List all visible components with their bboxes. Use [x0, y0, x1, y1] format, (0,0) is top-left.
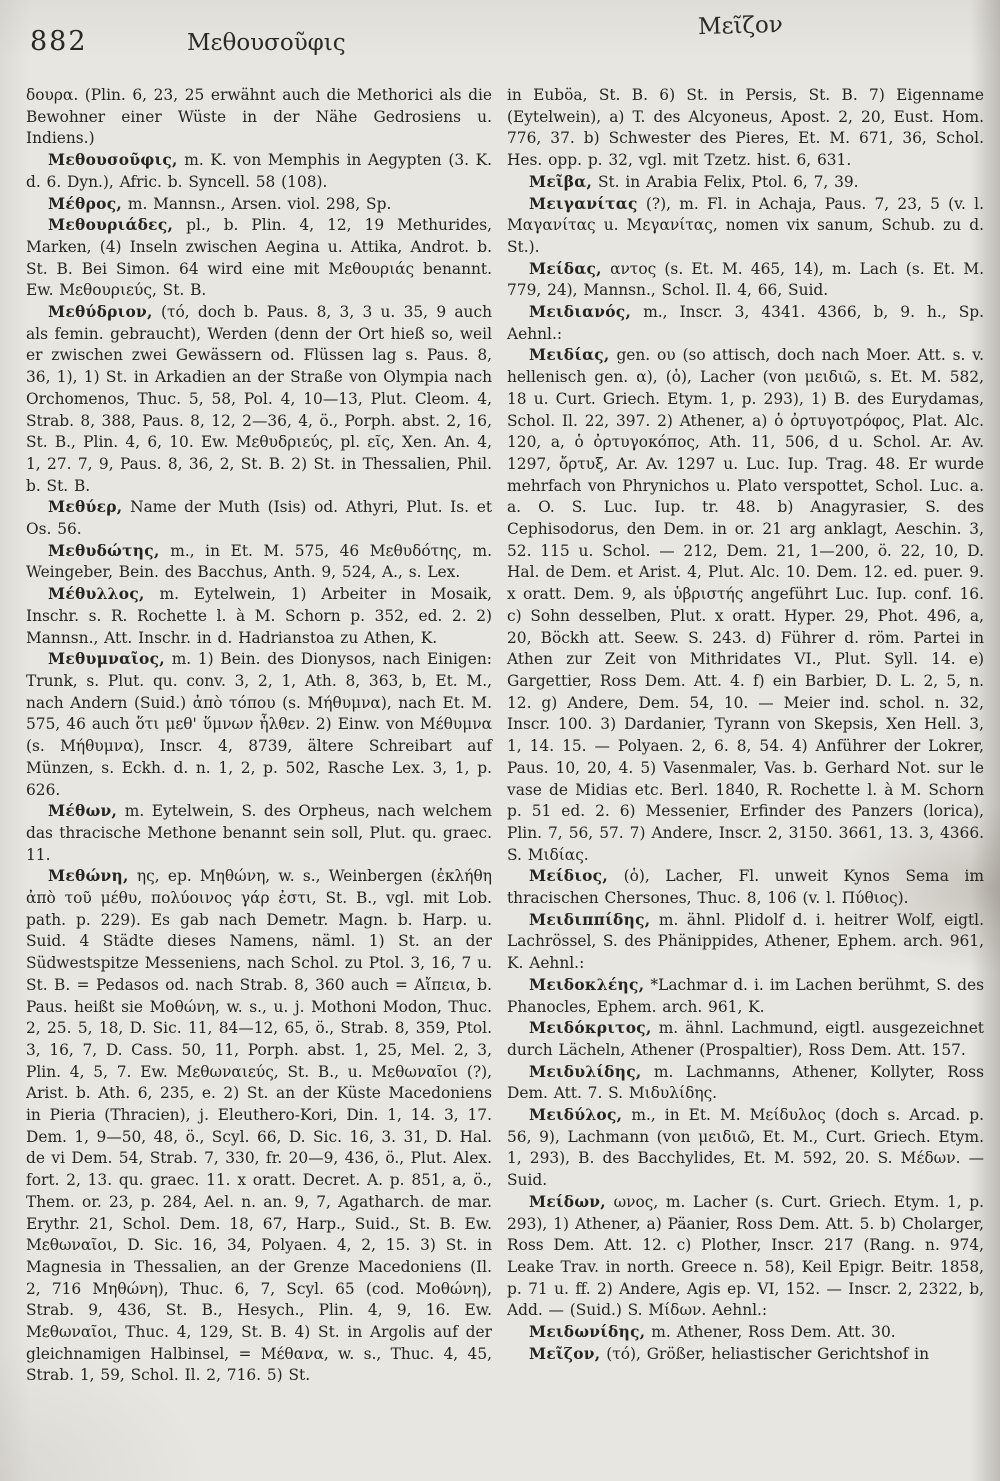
headword: Μεθώνη,: [48, 867, 129, 886]
dictionary-entry: [507, 1062, 984, 1105]
left-column: [26, 85, 492, 1471]
entry-text: m., Inscr. 3, 4341. 4366, b, 9. h., Sp. Aehnl.:: [507, 303, 984, 343]
dictionary-entry: [507, 302, 984, 345]
entry-text: m. Athener, Ross Dem. Att. 30.: [651, 1323, 896, 1342]
headword: Μεθουσοῦφις,: [48, 151, 178, 170]
entry-text: δουρα. (Plin. 6, 23, 25 erwähnt auch die Methorici als die Bewohner einer Wüste in der Nähe Gedrosiens u. Indiens.): [26, 86, 492, 148]
dictionary-entry: [26, 649, 492, 801]
dictionary-entry: [26, 866, 492, 1387]
entry-text: m. ähnl. Lachmund, eigtl. ausgezeichnet durch Lächeln, Athener (Prospaltier), Ross Dem. Att. 157.: [507, 1019, 984, 1059]
dictionary-entry: [507, 1344, 984, 1366]
dictionary-entry: [507, 1192, 984, 1322]
headword: Μειδωνίδης,: [529, 1323, 646, 1342]
entry-text: *Lachmar d. i. im Lachen berühmt, S. des Phanocles, Ephem. arch. 961, K.: [507, 975, 984, 1016]
dictionary-entry: [26, 541, 492, 584]
entry-text: m. Mannsn., Arsen. viol. 298, Sp.: [127, 194, 392, 213]
headword: Μεθυμναῖος,: [48, 650, 165, 669]
dictionary-entry: [26, 215, 492, 302]
running-title-left: Μεθουσοῦφις: [187, 30, 346, 56]
headword: Μειδόκριτος,: [529, 1019, 652, 1038]
headword: Μειδιανός,: [529, 303, 632, 322]
entry-text: m., in Et. M. 575, 46 Μεθυδότης, m. Weingeber, Bein. des Bacchus, Anth. 9, 524, A., s. Lex.: [26, 541, 492, 582]
dictionary-entry: [507, 910, 984, 975]
headword: Μεθουριάδες,: [48, 216, 174, 235]
headword: Μέθρος,: [48, 194, 123, 213]
entry-text: m. ähnl. Plidolf d. i. heitrer Wolf, eigtl. Lachrössel, S. des Phänippides, Athener, Ephem. arch. 961, K. Aehnl.:: [507, 910, 984, 973]
headword: Μείδιος,: [529, 867, 609, 886]
entry-text: (τό, doch b. Paus. 8, 3, 3 u. 35, 9 auch als femin. gebraucht), Werden (denn der Ort hieß so, weil er zwischen zwei Gewässern od. Flüssen lag s. Paus. 8, 36, 1), 1) St. in Arkadien an der Straße von Olympia nach Orchomenos, Thuc. 5, 58, Pol. 4, 10—13, Plut. Cleom. 4, Strab. 8, 388, Paus. 8, 12, 2—36, 4, ö., Porph. abst. 2, 16, St. B., Plin. 4, 6, 10. Ew. Μεθυδριεύς, pl. εῖς, Xen. An. 4, 1, 27. 7, 9, Paus. 8, 36, 2, St. B. 2) St. in Thessalien, Phil. b. St. B.: [26, 303, 492, 495]
headword: Μεῖζον,: [529, 1344, 601, 1363]
entry-text: in Euböa, St. B. 6) St. in Persis, St. B. 7) Eigenname (Eytelwein), a) T. des Alcyoneus, Apost. 2, 20, Eust. Hom. 776, 37. b) Schwester des Pieres, Et. M. 671, 36, Schol. Hes. opp. p. 32, vgl. mit Tzetz. hist. 6, 631.: [507, 86, 984, 170]
dictionary-entry: [507, 194, 984, 259]
headword: Μειδιππίδης,: [529, 910, 651, 929]
entry-text: ωνος, m. Lacher (s. Curt. Griech. Etym. 1, p. 293), 1) Athener, a) Päanier, Ross Dem. Att. 5. b) Cholarger, Ross Dem. Att. 12. c) Plother, Inscr. 217 (Rang. n. 974, Leake Trav. in north. Greece n. 58), Keil Epigr. Beitr. 1858, p. 71 u. ff. 2) Andere, Agis ep. VI, 152. — Inscr. 2, 2322, b, Add. — (Suid.) S. Μίδων. Aehnl.:: [507, 1192, 984, 1320]
entry-text: m. Eytelwein, S. des Orpheus, nach welchem das thracische Methone benannt sein soll, Plut. qu. graec. 11.: [26, 802, 492, 864]
entry-text: (ὁ), Lacher, Fl. unweit Kynos Sema im thracischen Chersones, Thuc. 8, 106 (v. l. Πύθιος).: [507, 867, 984, 908]
entry-text: pl., b. Plin. 4, 12, 19 Methurides, Marken, (4) Inseln zwischen Aegina u. Attika, Androt. b. St. B. Bei Simon. 64 wird eine mit Μεθουριάς benannt. Ew. Μεθουριεύς, St. B.: [26, 216, 492, 300]
entry-text: m. Lachmanns, Athener, Kollyter, Ross Dem. Att. 7. S. Μιδυλίδης.: [507, 1062, 984, 1103]
dictionary-entry: [26, 801, 492, 866]
entry-text: St. in Arabia Felix, Ptol. 6, 7, 39.: [597, 172, 859, 191]
entry-text: (τό), Größer, heliastischer Gerichtshof in: [606, 1344, 930, 1363]
entry-text: m. K. von Memphis in Aegypten (3. K. d. 6. Dyn.), Afric. b. Syncell. 58 (108).: [26, 151, 492, 191]
dictionary-entry: [507, 345, 984, 866]
headword: Μείδων,: [529, 1192, 606, 1211]
dictionary-entry-continuation: [26, 85, 492, 150]
dictionary-entry-continuation: [507, 85, 984, 172]
text-columns: [26, 85, 984, 1471]
headword: Μέθυλλος,: [48, 585, 145, 604]
headword: Μεῖβα,: [529, 172, 593, 191]
dictionary-entry: [26, 194, 492, 216]
entry-text: m. 1) Bein. des Dionysos, nach Einigen: Trunk, s. Plut. qu. conv. 3, 2, 1, Ath. 8, 363, b, Et. M., nach Andern (Suid.) ἀπὸ τόπου (s. Μήθυμνα), nach Et. M. 575, 46 auch ὅτι μεθ' ὕμνων ἦλθεν. 2) Einw. von Μέθυμνα (s. Μήθυμνα), Inscr. 4, 8739, ältere Schreibart auf Münzen, s. Eckh. d. n. 1, 2, p. 502, Rasche Lex. 3, 1, p. 626.: [26, 650, 492, 799]
dictionary-entry: [507, 1322, 984, 1344]
dictionary-entry: [507, 1018, 984, 1061]
headword: Μειδυλίδης,: [529, 1062, 642, 1081]
dictionary-entry: [26, 584, 492, 649]
entry-text: (?), m. Fl. in Achaja, Paus. 7, 23, 5 (v. l. Μαγανίτας u. Μεγανίτας, nomen vix sanum, Schub. zu d. St.).: [507, 194, 984, 256]
entry-text: m., in Et. M. Μείδυλος (doch s. Arcad. p. 56, 9), Lachmann (von μειδιῶ, Et. M., Curt. Griech. Etym. 1, 293), B. des Bacchylides, Et. M. 592, 20. S. Μέδων. — Suid.: [507, 1106, 984, 1190]
entry-text: m. Eytelwein, 1) Arbeiter in Mosaik, Inschr. s. R. Rochette l. à M. Schorn p. 352, ed. 2. 2) Mannsn., Att. Inschr. in d. Hadrianstoa zu Athen, K.: [26, 585, 492, 647]
headword: Μεθυδώτης,: [48, 541, 160, 560]
dictionary-entry: [507, 1105, 984, 1192]
dictionary-entry: [26, 150, 492, 193]
headword: Μειγανίτας: [529, 194, 638, 213]
headword: Μειδοκλέης,: [529, 975, 645, 994]
dictionary-entry: [26, 302, 492, 497]
headword: Μεθύερ,: [48, 498, 123, 517]
dictionary-entry: [26, 497, 492, 540]
headword: Μείδας,: [529, 259, 602, 278]
headword: Μέθων,: [48, 802, 118, 821]
headword: Μεθύδριον,: [48, 303, 153, 322]
right-column: [507, 85, 984, 1471]
headword: Μειδίας,: [529, 346, 610, 365]
headword: Μειδύλος,: [529, 1106, 623, 1125]
entry-text: Name der Muth (Isis) od. Athyri, Plut. Is. et Os. 56.: [26, 498, 493, 539]
page-number: 882: [30, 26, 88, 57]
running-title-right: Μεῖζον: [697, 11, 784, 41]
dictionary-entry: [507, 975, 984, 1018]
entry-text: ης, ep. Μηθώνη, w. s., Weinbergen (ἐκλήθη ἀπὸ τοῦ μέθυ, πολύοινος γάρ ἐστι, St. B., vgl. mit Lob. path. p. 229). Es gab nach Demetr. Magn. b. Harp. u. Suid. 4 Städte dieses Namens, näml. 1) St. an der Südwestspitze Messeniens, nach Schol. zu Ptol. 3, 16, 7 u. St. B. = Pedasos od. nach Strab. 8, 360 auch = Αἴπεια, b. Paus. heißt sie Μοθώνη, w. s., u. j. Mothoni Modon, Thuc. 2, 25. 5, 18, D. Sic. 11, 84—12, 65, ö., Strab. 8, 359, Ptol. 3, 16, 7, D. Cass. 50, 11, Porph. abst. 1, 25, Mel. 2, 3, Plin. 4, 5, 7. Ew. Μεθωναιεύς, St. B., u. Μεθωναῖοι (?), Arist. b. Ath. 6, 235, e. 2) St. an der Küste Macedoniens in Pieria (Thracien), j. Eleuthero-Kori, Din. 1, 14. 3, 17. Dem. 1, 9—50, 48, ö., Scyl. 66, D. Sic. 16, 3. 31, D. Hal. de vi Dem. 54, Strab. 7, 330, fr. 20—9, 436, ö., Plut. Alex. fort. 2, 13. qu. graec. 11. x oratt. Decret. A. p. 851, a, ö., Them. or. 23, p. 284, Ael. n. an. 9, 7, Agatharch. de mar. Erythr. 21, Schol. Dem. 18, 67, Harp., Suid., St. B. Ew. Μεθωναῖοι, D. Sic. 16, 34, Polyaen. 4, 2, 15. 3) St. in Magnesia in Thessalien, an der Grenze Macedoniens (Il. 2, 716 Μηθώνη), Thuc. 6, 7, Scyl. 65 (cod. Μοθώνη), Strab. 9, 436, St. B., Hesych., Plin. 4, 9, 16. Ew. Μεθωναῖοι, Thuc. 4, 129, St. B. 4) St. in Argolis auf der gleichnamigen Halbinsel, = Μέθανα, w. s., Thuc. 4, 45, Strab. 1, 59, Schol. Il. 2, 716. 5) St.: [26, 867, 492, 1385]
entry-text: αντος (s. Et. M. 465, 14), m. Lach (s. Et. M. 779, 24), Mannsn., Schol. Il. 4, 66, Suid.: [507, 259, 984, 300]
page-header: [0, 0, 1000, 80]
dictionary-entry: [507, 172, 984, 194]
dictionary-entry: [507, 866, 984, 909]
dictionary-entry: [507, 259, 984, 302]
entry-text: gen. ου (so attisch, doch nach Moer. Att. s. v. hellenisch gen. α), (ὁ), Lacher (von μειδιῶ, s. Et. M. 582, 18 u. Curt. Griech. Etym. 1, p. 293), 1) B. des Eurydamas, Schol. Il. 22, 397. 2) Athener, a) ὁ ὀρτυγοτρόφος, Plat. Alc. 120, a, ὁ ὀρτυγοκόπος, Ath. 11, 506, d u. Schol. Ar. Av. 1297, ὄρτυξ, Ar. Av. 1297 u. Luc. Iup. Trag. 48. Er wurde mehrfach von Phrynichos u. Plato verspottet, Schol. Luc. a. a. O. S. Luc. Iup. tr. 48. b) Anagyrasier, S. des Cephisodorus, den Dem. in or. 21 arg anklagt, Aeschin. 3, 52. 115 u. Schol. — 212, Dem. 21, 1—200, ö. 22, 10, D. Hal. de Dem. et Arist. 4, Plut. Alc. 10. Dem. 12. ed. puer. 9. x oratt. Dem. 9, als ὑβριστής angeführt Luc. Iup. conf. 16. c) Sohn desselben, Plut. x oratt. Hyper. 29, Phot. 496, a, 20, Böckh att. Seew. S. 243. d) Führer d. röm. Partei in Athen zur Zeit von Mithridates VI., Plut. Syll. 14. e) Gargettier, Ross Dem. Att. 4. f) ein Barbier, D. L. 2, 5, n. 12. g) Andere, Dem. 54, 10. — Meier ind. schol. n. 32, Inscr. 100. 3) Dardanier, Tyrann von Skepsis, Xen Hell. 3, 1, 14. 15. — Polyaen. 2, 6. 8, 54. 4) Anführer der Lokrer, Paus. 10, 20, 4. 5) Vasenmaler, Vas. b. Gerhard Not. sur le vase de Midias etc. Berl. 1840, R. Rochette l. à M. Schorn p. 51 ed. 2. 6) Messenier, Erfinder des Panzers (lorica), Plin. 7, 56, 57. 7) Andere, Inscr. 2, 3150. 3661, 13. 3, 4366. S. Μιδίας.: [507, 346, 984, 864]
